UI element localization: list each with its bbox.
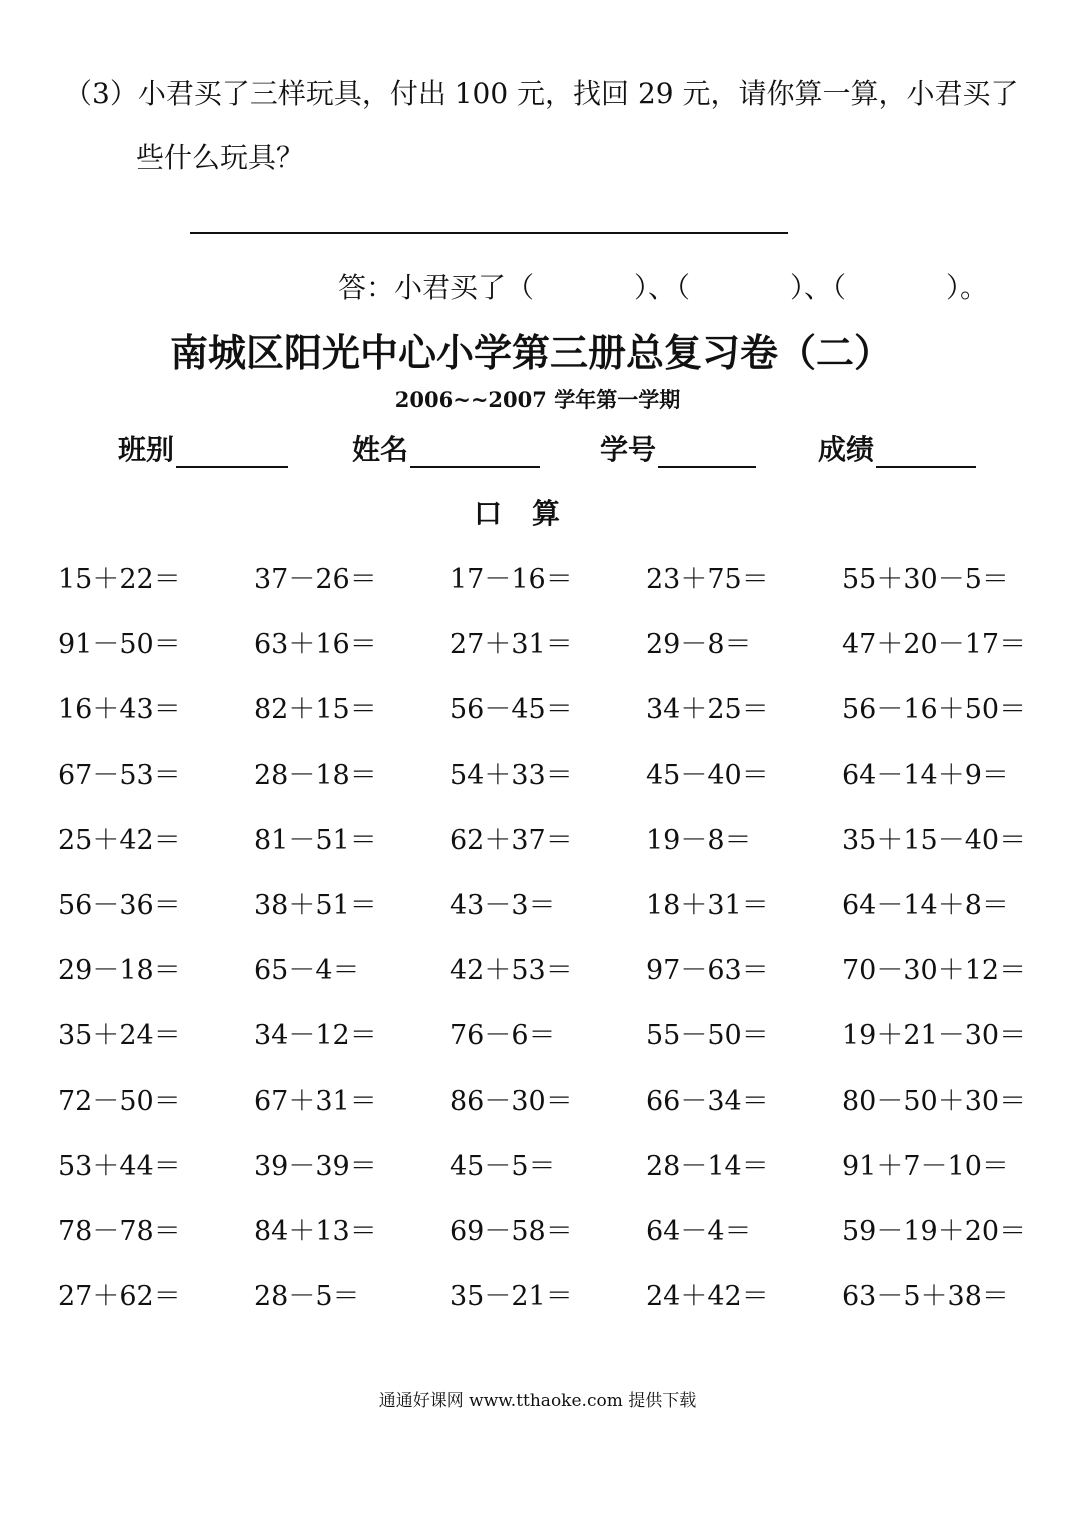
problem-item: 67－53＝ — [58, 760, 181, 791]
score-label: 成绩 — [818, 433, 875, 466]
problem-item: 76－6＝ — [450, 1020, 556, 1051]
problem-item: 37－26＝ — [254, 564, 377, 595]
problem-item: 23＋75＝ — [646, 564, 769, 595]
problem-item: 55－50＝ — [646, 1020, 769, 1051]
student-number-field — [600, 432, 756, 468]
problem-item: 84＋13＝ — [254, 1216, 377, 1247]
problem-item: 27＋62＝ — [58, 1281, 181, 1312]
problem-item: 29－8＝ — [646, 629, 752, 660]
problem-item: 35－21＝ — [450, 1281, 573, 1312]
name-label: 姓名 — [352, 433, 409, 466]
problem-item: 15＋22＝ — [58, 564, 181, 595]
problem-item: 97－63＝ — [646, 955, 769, 986]
question-3-line-1: （3）小君买了三样玩具，付出 100 元，找回 29 元，请你算一算，小君买了 — [64, 77, 1019, 110]
problem-item: 29－18＝ — [58, 955, 181, 986]
problem-item: 45－5＝ — [450, 1151, 556, 1182]
problem-item: 17－16＝ — [450, 564, 573, 595]
answer-separator-1: ）、（ — [634, 271, 691, 304]
problem-item: 35＋24＝ — [58, 1020, 181, 1051]
problem-item: 67＋31＝ — [254, 1086, 377, 1117]
problem-item: 80－50＋30＝ — [842, 1086, 1027, 1117]
problem-item: 42＋53＝ — [450, 955, 573, 986]
problem-item: 45－40＝ — [646, 760, 769, 791]
problem-item: 24＋42＝ — [646, 1281, 769, 1312]
problem-item: 64－4＝ — [646, 1216, 752, 1247]
section-title-oral-calculation: 口算 — [473, 497, 590, 530]
problem-item: 28－5＝ — [254, 1281, 360, 1312]
problem-item: 72－50＝ — [58, 1086, 181, 1117]
problem-item: 86－30＝ — [450, 1086, 573, 1117]
problem-item: 56－36＝ — [58, 890, 181, 921]
problem-item: 28－18＝ — [254, 760, 377, 791]
name-field — [352, 432, 540, 468]
problem-item: 91－50＝ — [58, 629, 181, 660]
problem-item: 78－78＝ — [58, 1216, 181, 1247]
problem-item: 19－8＝ — [646, 825, 752, 856]
problem-item: 56－45＝ — [450, 694, 573, 725]
problem-item: 38＋51＝ — [254, 890, 377, 921]
answer-prefix: 答：小君买了（ — [338, 271, 535, 304]
problem-item: 63－5＋38＝ — [842, 1281, 1009, 1312]
problem-item: 62＋37＝ — [450, 825, 573, 856]
problem-item: 34＋25＝ — [646, 694, 769, 725]
score-field — [818, 432, 976, 468]
name-blank[interactable] — [410, 436, 540, 468]
problem-item: 47＋20－17＝ — [842, 629, 1027, 660]
answer-sentence — [338, 270, 988, 306]
problem-item: 70－30＋12＝ — [842, 955, 1027, 986]
problem-item: 54＋33＝ — [450, 760, 573, 791]
problem-item: 82＋15＝ — [254, 694, 377, 725]
problem-item: 66－34＝ — [646, 1086, 769, 1117]
problem-item: 53＋44＝ — [58, 1151, 181, 1182]
answer-suffix: ）。 — [946, 271, 989, 304]
problem-item: 34－12＝ — [254, 1020, 377, 1051]
problem-item: 28－14＝ — [646, 1151, 769, 1182]
problem-item: 18＋31＝ — [646, 890, 769, 921]
problem-item: 16＋43＝ — [58, 694, 181, 725]
problem-item: 64－14＋8＝ — [842, 890, 1009, 921]
class-label: 班别 — [118, 433, 175, 466]
exam-subtitle: 2006~~2007 学年第一学期 — [394, 387, 681, 412]
problem-item: 65－4＝ — [254, 955, 360, 986]
problem-item: 39－39＝ — [254, 1151, 377, 1182]
problem-item: 55＋30－5＝ — [842, 564, 1009, 595]
problem-item: 59－19＋20＝ — [842, 1216, 1027, 1247]
student-number-blank[interactable] — [658, 436, 756, 468]
student-number-label: 学号 — [600, 433, 657, 466]
class-field — [118, 432, 288, 468]
problem-item: 27＋31＝ — [450, 629, 573, 660]
problem-item: 69－58＝ — [450, 1216, 573, 1247]
work-answer-line — [190, 232, 788, 234]
problem-item: 25＋42＝ — [58, 825, 181, 856]
problem-item: 35＋15－40＝ — [842, 825, 1027, 856]
problem-item: 56－16＋50＝ — [842, 694, 1027, 725]
footer-credit: 通通好课网 www.tthaoke.com 提供下载 — [378, 1391, 697, 1411]
problem-item: 19＋21－30＝ — [842, 1020, 1027, 1051]
question-3-line-2: 些什么玩具？ — [136, 141, 305, 174]
problem-item: 64－14＋9＝ — [842, 760, 1009, 791]
score-blank[interactable] — [876, 436, 976, 468]
class-blank[interactable] — [176, 436, 288, 468]
exam-title: 南城区阳光中心小学第三册总复习卷（二） — [169, 331, 892, 375]
problem-item: 63＋16＝ — [254, 629, 377, 660]
problem-item: 91＋7－10＝ — [842, 1151, 1009, 1182]
answer-separator-2: ）、（ — [790, 271, 847, 304]
problem-item: 43－3＝ — [450, 890, 556, 921]
problem-item: 81－51＝ — [254, 825, 377, 856]
